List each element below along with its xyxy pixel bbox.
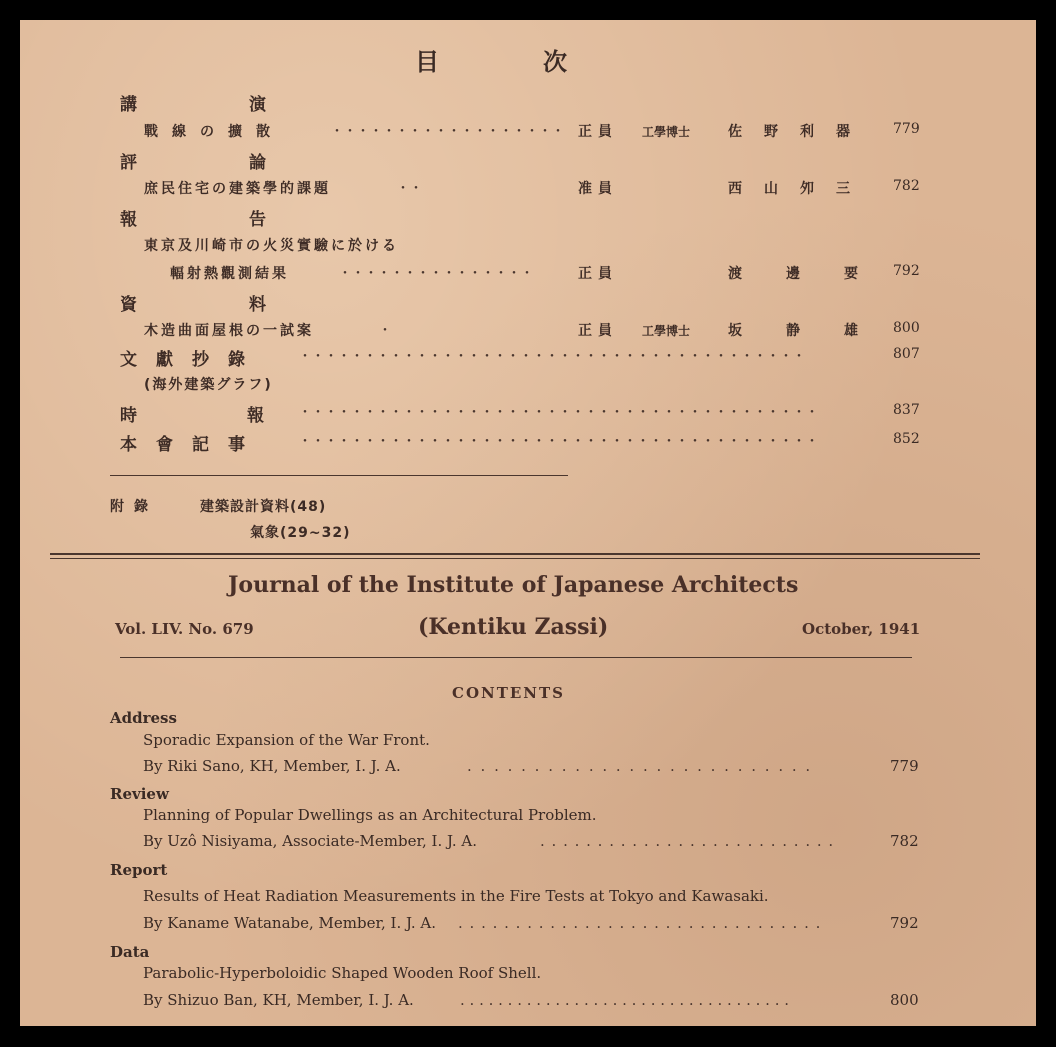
jp-extra-page: 837 bbox=[893, 402, 920, 418]
en-article-dots: . . . . . . . . . . . . . . . . . . . . . . . . . . . . . . . . bbox=[458, 914, 822, 932]
en-article-page: 800 bbox=[890, 991, 919, 1009]
en-article-title: Parabolic-Hyperboloidic Shaped Wooden Roof Shell. bbox=[143, 964, 542, 982]
en-article-title: Results of Heat Radiation Measurements in the Fire Tests at Tokyo and Kawasaki. bbox=[143, 887, 769, 905]
jp-item-role: 准員 bbox=[578, 181, 618, 197]
jp-item-page: 792 bbox=[893, 263, 920, 279]
en-article-author: By Shizuo Ban, KH, Member, I. J. A. bbox=[143, 991, 414, 1009]
jp-extra-note: (海外建築グラフ) bbox=[144, 377, 273, 393]
jp-item-role: 正員 bbox=[578, 124, 618, 140]
jp-item-title: 輻射熱觀測結果 bbox=[170, 266, 289, 282]
jp-section-heading-lecture: 講演 bbox=[120, 95, 378, 115]
jp-item-author: 西山夘三 bbox=[728, 181, 872, 197]
en-article-page: 782 bbox=[890, 832, 919, 850]
divider bbox=[120, 657, 912, 658]
jp-appendix-line2: 氣象(29~32) bbox=[250, 525, 351, 541]
jp-extra-dots: ・・・・・・・・・・・・・・・・・・・・・・・・・・・・・・・・・・・・・・・・ bbox=[298, 405, 818, 421]
en-article-author: By Kaname Watanabe, Member, I. J. A. bbox=[143, 914, 436, 932]
en-article-title: Sporadic Expansion of the War Front. bbox=[143, 731, 430, 749]
jp-extra-dots: ・・・・・・・・・・・・・・・・・・・・・・・・・・・・・・・・・・・・・・・・ bbox=[298, 434, 818, 450]
volume-number: Vol. LIV. No. 679 bbox=[115, 620, 254, 638]
jp-section-heading-data: 資料 bbox=[120, 295, 378, 315]
en-article-author: By Uzô Nisiyama, Associate-Member, I. J. A. bbox=[143, 832, 477, 850]
jp-item-author: 渡邊要 bbox=[728, 266, 902, 282]
jp-extra-page: 852 bbox=[893, 431, 920, 447]
contents-heading: CONTENTS bbox=[452, 684, 566, 702]
jp-extra-heading-literature: 文獻抄錄 bbox=[120, 350, 264, 370]
jp-item-degree: 工學博士 bbox=[642, 125, 691, 139]
en-article-dots: . . . . . . . . . . . . . . . . . . . . . . . . . . bbox=[540, 832, 835, 850]
en-article-title: Planning of Popular Dwellings as an Architectural Problem. bbox=[143, 806, 597, 824]
jp-appendix-line1: 建築設計資料(48) bbox=[200, 499, 327, 515]
jp-extra-dots: ・・・・・・・・・・・・・・・・・・・・・・・・・・・・・・・・・・・・・・・ bbox=[298, 349, 805, 365]
jp-item-dots: ・・・・・・・・・・・・・・・・・・ bbox=[330, 124, 564, 140]
jp-item-role: 正員 bbox=[578, 266, 618, 282]
jp-section-heading-review: 評論 bbox=[120, 153, 378, 173]
jp-item-dots: ・・ bbox=[396, 181, 422, 197]
jp-item-page: 779 bbox=[893, 121, 920, 137]
jp-item-author: 坂静雄 bbox=[728, 323, 902, 339]
en-section-heading-review: Review bbox=[110, 785, 169, 803]
jp-item-role: 正員 bbox=[578, 323, 618, 339]
jp-item-dots: ・・・・・・・・・・・・・・・ bbox=[338, 266, 533, 282]
jp-section-heading-report: 報告 bbox=[120, 210, 378, 230]
en-section-heading-report: Report bbox=[110, 861, 168, 879]
jp-item-dots: ・ bbox=[378, 323, 395, 339]
jp-toc-title: 目次 bbox=[415, 48, 671, 76]
en-section-heading-data: Data bbox=[110, 943, 150, 961]
jp-extra-page: 807 bbox=[893, 346, 920, 362]
jp-item-title: 戰線の擴散 bbox=[144, 124, 284, 140]
jp-item-degree: 工學博士 bbox=[642, 324, 691, 338]
jp-item-page: 800 bbox=[893, 320, 920, 336]
en-article-dots: . . . . . . . . . . . . . . . . . . . . . . . . . . bbox=[467, 757, 813, 775]
jp-item-title: 庶民住宅の建築學的課題 bbox=[144, 181, 331, 197]
jp-item-title-line1: 東京及川崎市の火災實驗に於ける bbox=[144, 238, 399, 254]
en-article-page: 779 bbox=[890, 757, 919, 775]
jp-item-author: 佐野利器 bbox=[728, 124, 872, 140]
divider bbox=[110, 475, 568, 476]
jp-extra-heading-society: 本會記事 bbox=[120, 435, 264, 455]
en-article-author: By Riki Sano, KH, Member, I. J. A. bbox=[143, 757, 401, 775]
journal-title: Journal of the Institute of Japanese Architects bbox=[228, 572, 799, 598]
en-article-page: 792 bbox=[890, 914, 919, 932]
jp-item-page: 782 bbox=[893, 178, 920, 194]
issue-date: October, 1941 bbox=[802, 620, 921, 638]
journal-subtitle: (Kentiku Zassi) bbox=[418, 614, 609, 640]
jp-item-title: 木造曲面屋根の一試案 bbox=[144, 323, 314, 339]
en-article-dots: . . . . . . . . . . . . . . . . . . . . . . . . . . . . . . . . . . . bbox=[460, 991, 789, 1009]
document-page bbox=[20, 20, 1036, 1026]
divider-double bbox=[50, 553, 980, 555]
jp-appendix-label: 附錄 bbox=[110, 499, 158, 515]
jp-extra-heading-news: 時報 bbox=[120, 406, 374, 426]
divider-double bbox=[50, 558, 980, 559]
en-section-heading-address: Address bbox=[110, 709, 177, 727]
